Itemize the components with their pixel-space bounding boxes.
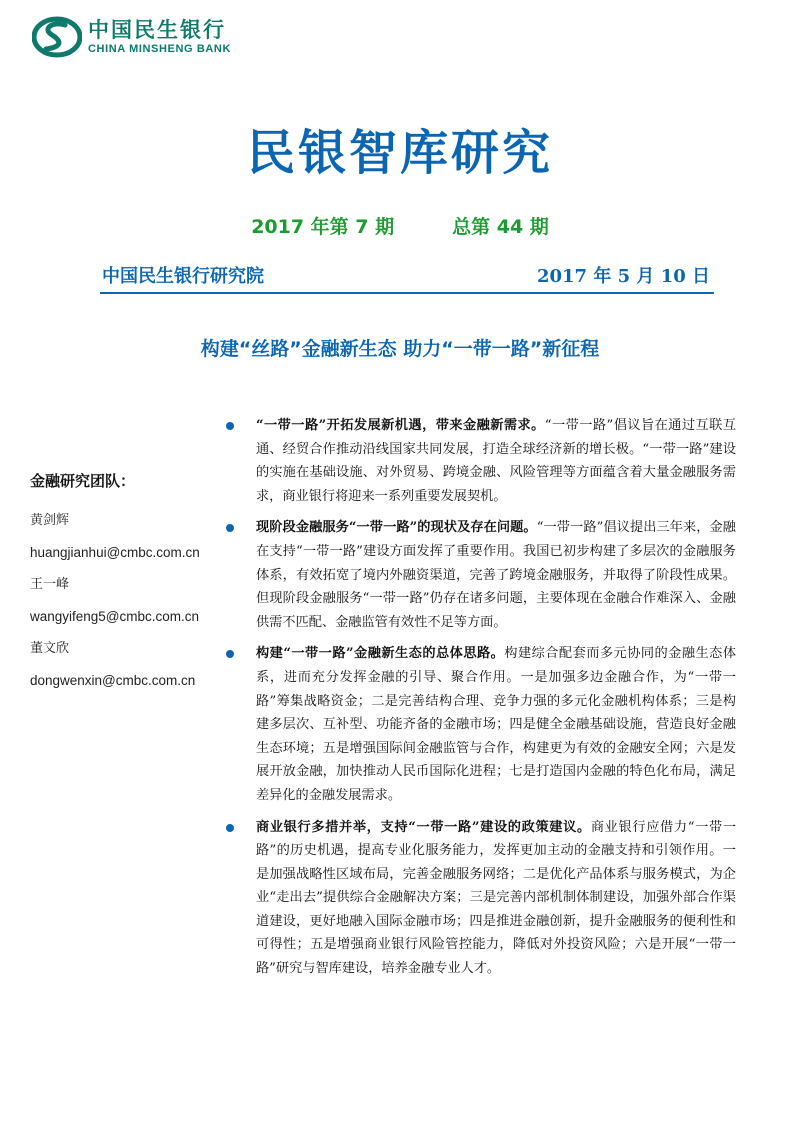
institute-name: 中国民生银行研究院 — [102, 266, 264, 287]
bullet-body: “一带一路”倡议旨在通过互联互通、经贸合作推动沿线国家共同发展，打造全球经济新的增长极。“一带一路”建设的实施在基础设施、对外贸易、跨境金融、风险管理等方面蕴含着大量金融服务需求，商业银行将迎来一系列重要发展契机。 — [256, 418, 737, 504]
team-member-name: 董文欣 — [30, 641, 70, 656]
bullet-body: “一带一路”倡议提出三年来，金融在支持“一带一路”建设方面发挥了重要作用。我国已初步构建了多层次的金融服务体系，有效拓宽了境内外融资渠道，完善了跨境金融服务，并取得了阶段性成果。但现阶段金融服务“一带一路”仍存在诸多问题，主要体现在金融合作难深入、金融供需不匹配、金融监管有效性不足等方面。 — [256, 520, 736, 630]
issue-number: 2017 年第 7 期 — [251, 216, 395, 238]
issue-line — [0, 212, 800, 239]
page-title: 民银智库研究 — [246, 125, 553, 181]
team-member-email[interactable]: wangyifeng5@cmbc.com.cn — [30, 609, 200, 624]
summary-bullet — [226, 516, 736, 634]
summary-bullet — [226, 816, 736, 981]
summary-bullet — [226, 642, 736, 807]
publish-date: 2017 年 5 月 10 日 — [536, 266, 710, 287]
team-list — [30, 505, 230, 697]
logo-name-cn: 中国民生银行 — [88, 18, 226, 42]
header-divider — [100, 292, 714, 294]
article-title: 构建“丝路”金融新生态 助力“一带一路”新征程 — [200, 338, 600, 360]
team-member-name: 黄剑辉 — [30, 513, 70, 528]
issue-total: 总第 44 期 — [452, 216, 549, 238]
logo-name-en: CHINA MINSHENG BANK — [88, 43, 231, 55]
bullet-dot-icon — [226, 650, 234, 658]
minsheng-logo-icon — [32, 15, 82, 59]
bullet-dot-icon — [226, 422, 234, 430]
bullet-lead: “一带一路”开拓发展新机遇，带来金融新需求。 — [256, 418, 545, 433]
team-member-email[interactable]: huangjianhui@cmbc.com.cn — [30, 545, 200, 560]
bullet-lead: 商业银行多措并举，支持“一带一路”建设的政策建议。 — [256, 819, 591, 835]
team-title: 金融研究团队： — [30, 472, 136, 490]
team-member-name: 王一峰 — [30, 577, 70, 592]
bullet-dot-icon — [226, 524, 234, 532]
bullet-dot-icon — [226, 824, 234, 832]
bullet-lead: 现阶段金融服务“一带一路”的现状及存在问题。 — [256, 520, 537, 536]
bank-logo — [32, 14, 231, 60]
bullet-body: 商业银行应借力“一带一路”的历史机遇，提高专业化服务能力，发挥更加主动的金融支持和引领作用。一是加强战略性区域布局，完善金融服务网络；二是优化产品体系与服务模式，为企业“走出去”提供综合金融解决方案；三是完善内部机制体制建设，加强外部合作渠道建设，更好地融入国际金融市场；四是推进金融创新，提升金融服务的便利性和可得性；五是增强商业银行风险管控能力，降低对外投资风险；六是开展“一带一路”研究与智库建设，培养金融专业人才。 — [256, 819, 737, 977]
summary-bullet — [226, 414, 736, 508]
bullet-lead: 构建“一带一路”金融新生态的总体思路。 — [256, 646, 505, 662]
summary-bullets — [226, 414, 736, 989]
team-member-email[interactable]: dongwenxin@cmbc.com.cn — [30, 673, 196, 688]
bullet-body: 构建综合配套而多元协同的金融生态体系，进而充分发挥金融的引导、聚合作用。一是加强多边金融合作，为“一带一路”筹集战略资金；二是完善结构合理、竞争力强的多元化金融机构体系；三是构建多层次、互补型、功能齐备的金融市场；四是健全金融基础设施，营造良好金融生态环境；五是增强国际间金融监管与合作，构建更为有效的金融安全网；六是发展开放金融，加快推动人民币国际化进程；七是打造国内金融的特色化布局，满足差异化的金融发展需求。 — [256, 646, 737, 803]
